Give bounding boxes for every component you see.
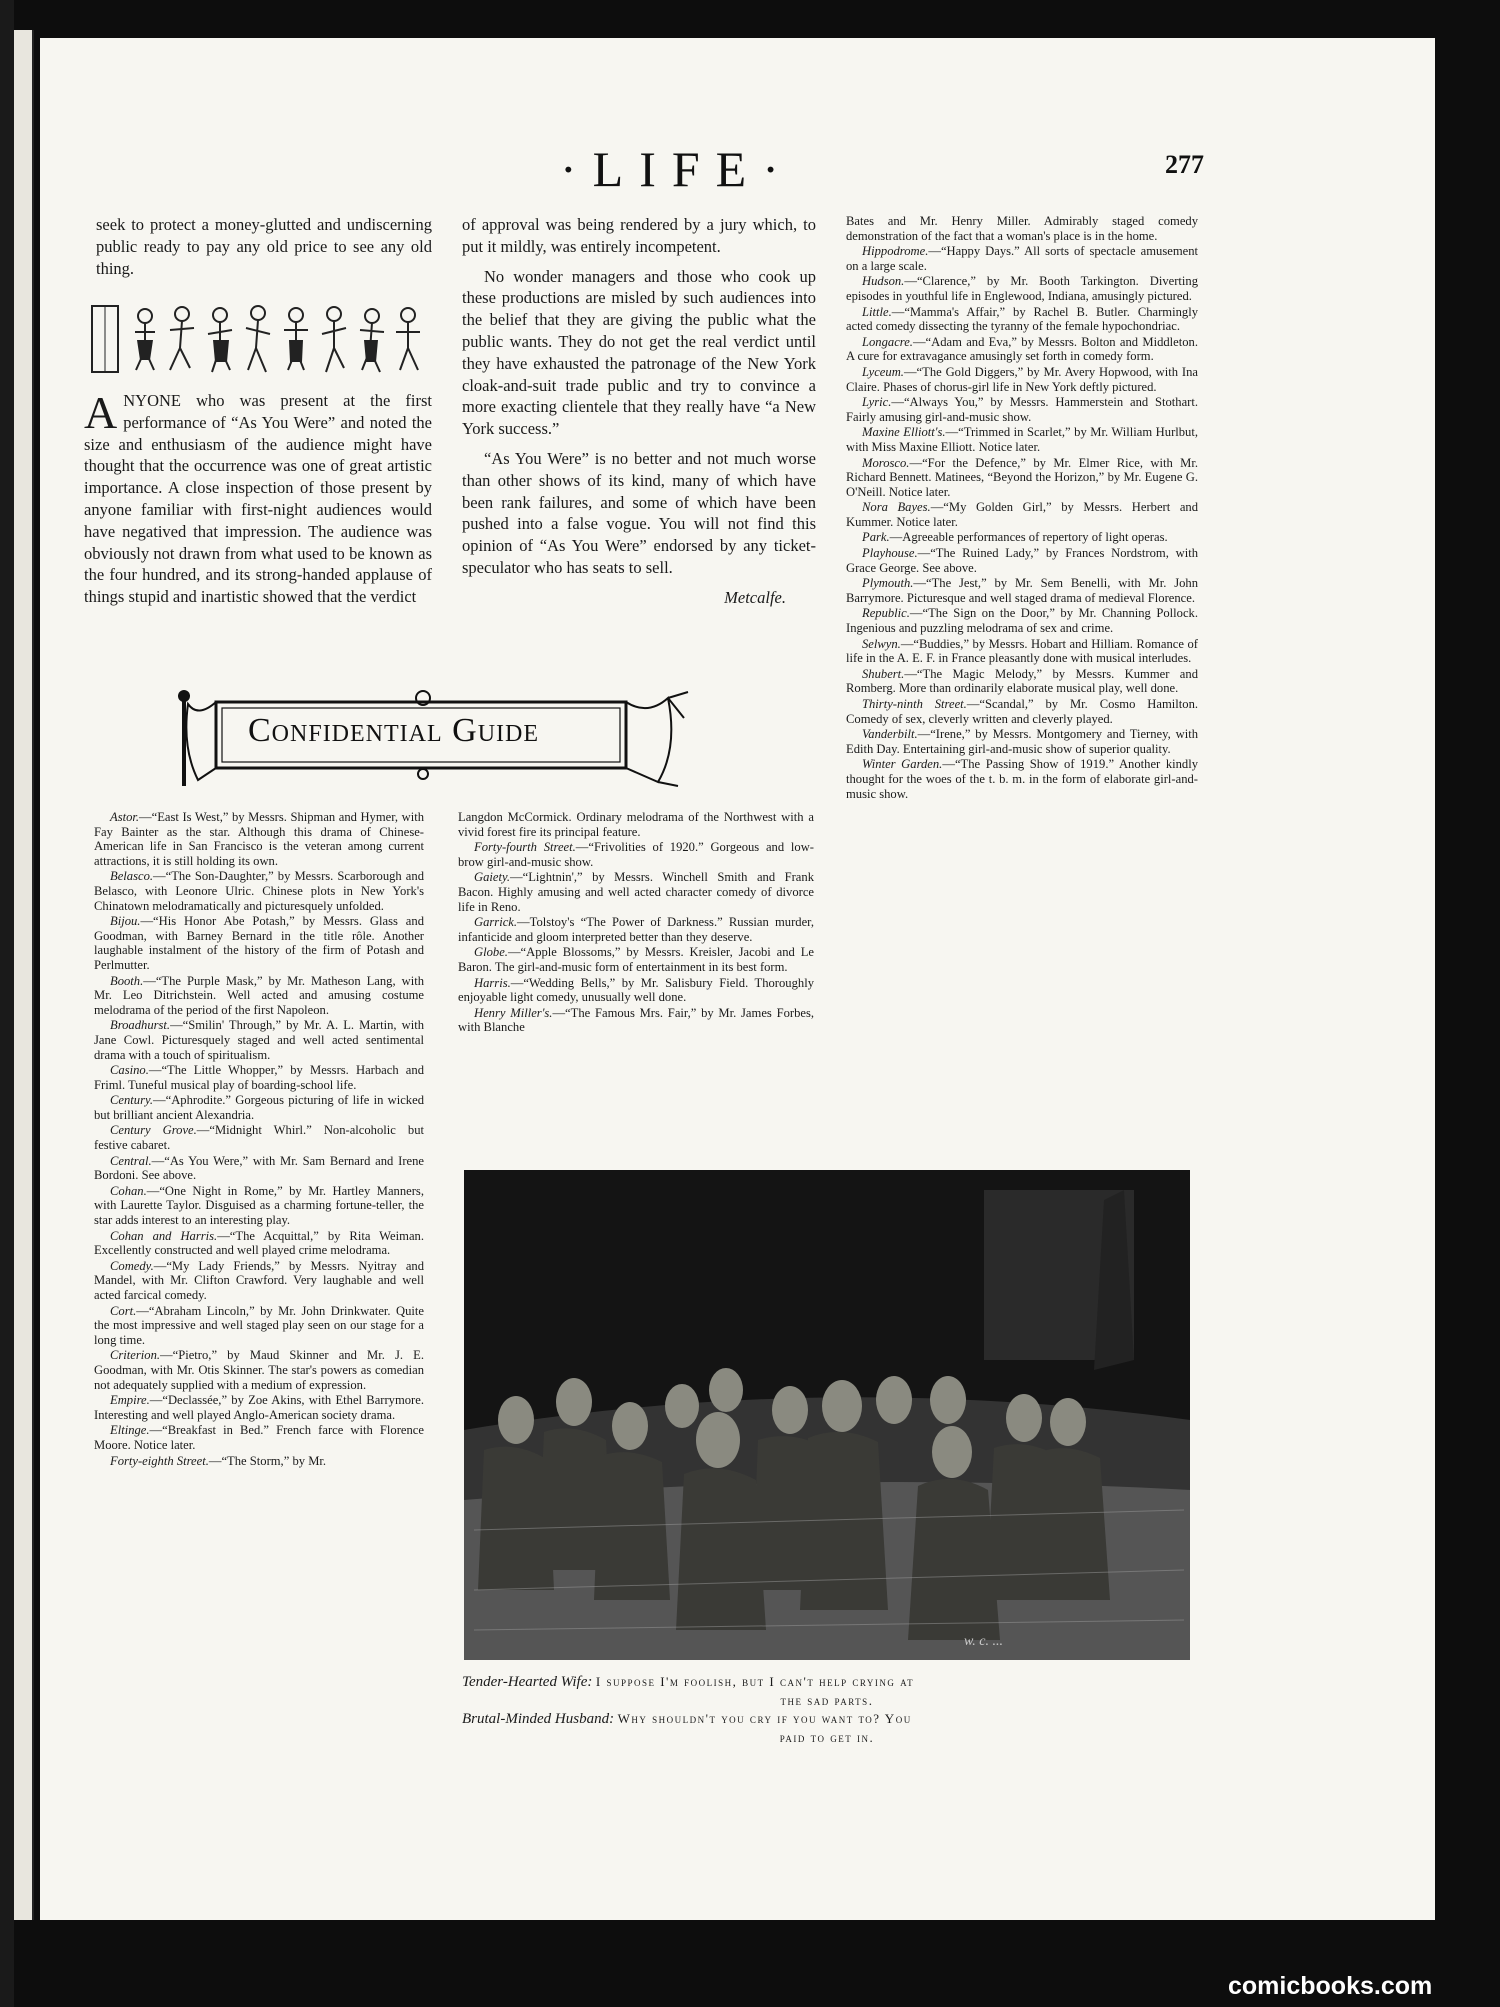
guide-entry-text: —“Wedding Bells,” by Mr. Salisbury Field. Thoroughly enjoyable light comedy, unusually well done.	[458, 975, 814, 1005]
guide-theater-name: Century.	[110, 1093, 154, 1108]
guide-entry-text: —“Declassée,” by Zoe Akins, with Ethel Barrymore. Interesting and well played Anglo-American society drama.	[94, 1393, 424, 1422]
guide-entry-text: —“His Honor Abe Potash,” by Messrs. Glass and Goodman, with Barney Bernard in the title rôle. Another laughable instalment of the history of the firm of Potash and Perlmutter.	[94, 914, 424, 972]
guide-entry	[94, 1348, 424, 1392]
col1-intro-text: seek to protect a money-glutted and undiscerning public ready to pay any old price to see any old thing.	[96, 215, 432, 278]
guide-theater-name: Casino.	[110, 1063, 149, 1078]
guide-theater-name: Park.	[862, 530, 890, 545]
guide-theater-name: Astor.	[110, 810, 140, 824]
guide-entry	[458, 870, 814, 914]
banner-title: Confidential Guide	[248, 712, 540, 749]
guide-theater-name: Hippodrome.	[862, 244, 929, 259]
review-paragraph-4: “As You Were” is no better and not much worse than other shows of its kind, many of which have been rank failures, and some of which have been pushed into a false vogue. You will not find this opinion of “As You Were” endorsed by any ticket-speculator who has seats to sell.	[462, 448, 816, 577]
guide-theater-name: Forty-fourth Street.	[474, 840, 576, 855]
guide-entry-text: —“Happy Days.” All sorts of spectacle amusement on a large scale.	[846, 244, 1198, 273]
guide-entry	[94, 1018, 424, 1062]
guide-entry-text: —“Scandal,” by Mr. Cosmo Hamilton. Comedy of sex, cleverly written and cleverly played.	[846, 697, 1199, 726]
guide-theater-name: Forty-eighth Street.	[110, 1453, 209, 1468]
review-column-2	[462, 214, 816, 609]
guide-column-1	[94, 810, 424, 1469]
guide-entry-text: —“Always You,” by Messrs. Hammerstein and Stothart. Fairly amusing girl-and-music show.	[846, 395, 1198, 424]
guide-entry	[94, 1304, 424, 1348]
guide-theater-name: Criterion.	[110, 1348, 161, 1363]
guide-entry-text: —“The Little Whopper,” by Messrs. Harbach and Friml. Tuneful musical play of boarding-school life.	[94, 1063, 424, 1092]
guide-entry-text: —“The Ruined Lady,” by Frances Nordstrom, with Grace George. See above.	[846, 546, 1198, 575]
guide-theater-name: Booth.	[110, 973, 144, 988]
guide-entry-text: —“My Golden Girl,” by Messrs. Herbert and Kummer. Notice later.	[846, 500, 1198, 529]
caption-speaker-1: Tender-Hearted Wife:	[462, 1674, 593, 1690]
guide-entry	[846, 576, 1198, 605]
guide-entry	[846, 274, 1198, 303]
guide-entry	[846, 530, 1198, 545]
guide-entry-text: —“The Sign on the Door,” by Mr. Channing Pollock. Ingenious and puzzling melodrama of sex and crime.	[846, 606, 1198, 636]
review-paragraph-1: NYONE who was present at the first performance of “As You Were” and noted the size and enthusiasm of the audience might have thought that the occurrence was one of great artistic importance. A close inspection of those present by anyone familiar with first-night audiences would have negatived that impression. The audience was obviously not drawn from what used to be known as the four hundred, and its strong-handed applause of things stupid and inartistic showed that the verdict	[84, 391, 432, 607]
guide-entry-text: —“The Jest,” by Mr. Sem Benelli, with Mr. John Barrymore. Picturesque and well staged drama of medieval Florence.	[846, 576, 1198, 605]
guide-entry	[458, 1006, 814, 1035]
guide-entry-text: —“As You Were,” with Mr. Sam Bernard and Irene Bordoni. See above.	[94, 1153, 424, 1183]
caption-line-2b: paid to get in.	[779, 1730, 875, 1745]
guide-theater-name: Little.	[862, 304, 892, 319]
guide-entry	[846, 335, 1198, 364]
guide-entry-text: —“Breakfast in Bed.” French farce with Florence Moore. Notice later.	[94, 1423, 424, 1452]
review-paragraph-3: No wonder managers and those who cook up these productions are misled by such audiences into the belief that they are giving the public what the public wants. They do not get the real verdict until they have exhausted the patronage of the New York cloak-and-suit trade public and try to convince a more exacting clientele that they really have “a New York success.”	[462, 266, 816, 439]
guide-theater-name: Vanderbilt.	[862, 727, 918, 742]
guide-entry-text: —“The Acquittal,” by Rita Weiman. Excellently constructed and well played crime melodrama.	[94, 1228, 424, 1258]
guide-entry	[846, 500, 1198, 529]
guide-theater-name: Cohan.	[110, 1183, 147, 1198]
guide-theater-name: Nora Bayes.	[862, 500, 931, 515]
guide-entry-text: —“Aphrodite.” Gorgeous picturing of life in wicked but brilliant ancient Alexandria.	[94, 1093, 424, 1122]
guide-entry-text: —“Frivolities of 1920.” Gorgeous and low-brow girl-and-music show.	[458, 840, 814, 869]
guide-entry-text: —“The Passing Show of 1919.” Another kindly thought for the woes of the t. b. m. in the form of elaborate girl-and-music show.	[846, 757, 1199, 801]
guide-entry	[94, 869, 424, 913]
guide-entry-text: —“Apple Blossoms,” by Messrs. Kreisler, Jacobi and Le Baron. The girl-and-music form of entertainment in its best form.	[458, 945, 814, 974]
guide-entry	[94, 1154, 424, 1183]
guide-entry	[846, 757, 1198, 801]
guide-theater-name: Central.	[110, 1153, 152, 1168]
guide-entry-text: —“Trimmed in Scarlet,” by Mr. William Hurlbut, with Miss Maxine Elliott. Notice later.	[846, 425, 1199, 454]
guide-entry-text: —“The Famous Mrs. Fair,” by Mr. James Forbes, with Blanche	[458, 1005, 814, 1035]
dancing-figures-illustration	[90, 300, 435, 380]
guide-theater-name: Thirty-ninth Street.	[862, 697, 967, 711]
previous-page-edge	[14, 30, 34, 1920]
guide-entry	[94, 914, 424, 972]
guide-theater-name: Belasco.	[110, 869, 154, 884]
guide-entry	[94, 1184, 424, 1228]
guide-theater-name: Republic.	[862, 606, 910, 621]
guide-entry	[94, 1259, 424, 1303]
guide-entry	[846, 305, 1198, 334]
guide-column-3	[846, 214, 1198, 802]
guide-theater-name: Empire.	[110, 1393, 150, 1408]
guide-entry-text: —“One Night in Rome,” by Mr. Hartley Manners, with Laurette Taylor. Disguised as a charming fortune-teller, the star adds interest to an interesting play.	[94, 1183, 424, 1228]
guide-entry-text: —Tolstoy's “The Power of Darkness.” Russian murder, infanticide and gloom interpreted better than they deserve.	[458, 915, 814, 944]
guide-entry	[458, 840, 814, 869]
guide-entry	[846, 546, 1198, 575]
guide-theater-name: Longacre.	[862, 334, 913, 349]
guide-theater-name: Globe.	[474, 945, 508, 960]
svg-text:w. c. ...: w. c. ...	[964, 1634, 1004, 1649]
guide-entry-text: —“East Is West,” by Messrs. Shipman and Hymer, with Fay Bainter as the star. Although this drama of Chinese-American life in San Francisco is the veteran among current attractions, it is still holding its own.	[94, 810, 424, 868]
guide-entry	[846, 697, 1198, 726]
guide-entry-text: —“My Lady Friends,” by Messrs. Nyitray and Mandel, with Mr. Clifton Crawford. Very laughable and well acted farcical comedy.	[94, 1258, 424, 1302]
page-number: 277	[1165, 150, 1204, 179]
guide-entry	[94, 1229, 424, 1258]
guide-entry-text: —“The Magic Melody,” by Messrs. Kummer and Romberg. More than ordinarily elaborate musical play, well done.	[846, 666, 1198, 696]
guide-theater-name: Playhouse.	[862, 546, 918, 561]
guide-entry-text: —Agreeable performances of repertory of light operas.	[889, 530, 1168, 545]
guide-entry	[458, 810, 814, 839]
guide-entry	[94, 1123, 424, 1152]
guide-entry-text: —“Buddies,” by Messrs. Hobart and Hilliam. Romance of life in the A. E. F. in France pleasantly done with musical interludes.	[846, 636, 1198, 666]
guide-entry	[846, 365, 1198, 394]
theater-audience-cartoon	[464, 1170, 1190, 1660]
guide-entry-text: —“For the Defence,” by Mr. Elmer Rice, with Mr. Richard Bennett. Matinees, “Beyond the Horizon,” by Mr. Eugene G. O'Neill. Notice later.	[846, 455, 1198, 499]
guide-theater-name: Comedy.	[110, 1258, 154, 1273]
guide-entry-text: —“Adam and Eva,” by Messrs. Bolton and Middleton. A cure for extravagance amusingly set forth in comedy form.	[846, 334, 1198, 364]
guide-theater-name: Lyric.	[862, 395, 892, 410]
guide-entry	[458, 945, 814, 974]
guide-theater-name: Plymouth.	[862, 576, 914, 591]
caption-line-1a: I suppose I'm foolish, but I can't help crying at	[595, 1674, 915, 1689]
guide-entry	[94, 974, 424, 1018]
guide-entry	[846, 727, 1198, 756]
guide-entry-text: —“Pietro,” by Maud Skinner and Mr. J. E. Goodman, with Mr. Otis Skinner. The star's powers as comedian not adequately supplied with a medium of expression.	[94, 1348, 424, 1392]
guide-entry-text: —“The Gold Diggers,” by Mr. Avery Hopwood, with Ina Claire. Phases of chorus-girl life in New York deftly pictured.	[846, 364, 1198, 394]
guide-entry-text: Bates and Mr. Henry Miller. Admirably staged comedy demonstration of the fact that a woman's place is in the home.	[846, 214, 1198, 243]
review-signature: Metcalfe.	[724, 587, 786, 607]
guide-entry	[846, 425, 1198, 454]
guide-entry-text: —“Clarence,” by Mr. Booth Tarkington. Diverting episodes in youthful life in Englewood, Indiana, amusingly pictured.	[846, 274, 1198, 303]
guide-theater-name: Harris.	[474, 975, 511, 990]
cartoon-caption	[462, 1673, 1192, 1747]
page-gutter	[0, 0, 14, 2007]
guide-entry	[458, 976, 814, 1005]
guide-entry-text: —“Smilin' Through,” by Mr. A. L. Martin, with Jane Cowl. Picturesquely staged and well acted sentimental drama with a touch of spiritualism.	[94, 1018, 424, 1062]
site-watermark: comicbooks.com	[1228, 1972, 1433, 2000]
guide-theater-name: Henry Miller's.	[474, 1005, 553, 1020]
guide-entry	[846, 214, 1198, 243]
guide-entry-text: —“Lightnin',” by Messrs. Winchell Smith and Frank Bacon. Highly amusing and well acted character comedy of divorce life in Reno.	[458, 870, 814, 914]
guide-theater-name: Maxine Elliott's.	[862, 425, 946, 440]
guide-theater-name: Shubert.	[862, 666, 905, 681]
guide-entry	[846, 244, 1198, 273]
masthead: ·LIFE·	[560, 141, 795, 197]
guide-entry-text: —“Mamma's Affair,” by Rachel B. Butler. Charmingly acted comedy dissecting the tyranny of the female hypochondriac.	[846, 304, 1198, 334]
guide-entry	[846, 637, 1198, 666]
guide-entry	[458, 915, 814, 944]
guide-entry-text: Langdon McCormick. Ordinary melodrama of the Northwest with a vivid forest fire its principal feature.	[458, 810, 814, 839]
guide-entry	[94, 1393, 424, 1422]
guide-entry-text: —“The Storm,” by Mr.	[208, 1453, 327, 1468]
guide-theater-name: Winter Garden.	[862, 757, 943, 772]
guide-entry	[846, 395, 1198, 424]
guide-entry-text: —“Irene,” by Messrs. Montgomery and Tierney, with Edith Day. Entertaining girl-and-music show of superior quality.	[846, 727, 1198, 756]
guide-theater-name: Cohan and Harris.	[110, 1228, 218, 1243]
guide-entry	[94, 810, 424, 868]
guide-entry-text: —“The Son-Daughter,” by Messrs. Scarborough and Belasco, with Leonore Ulric. Chinese plots in New York's Chinatown melodramatically and picturesquely unfolded.	[94, 869, 424, 913]
guide-theater-name: Cort.	[110, 1303, 137, 1318]
guide-entry-text: —“The Purple Mask,” by Mr. Matheson Lang, with Mr. Leo Ditrichstein. Well acted and amusing costume melodrama of the period of the first Napoleon.	[94, 973, 424, 1017]
guide-theater-name: Eltinge.	[110, 1423, 150, 1438]
guide-entry	[94, 1423, 424, 1452]
guide-theater-name: Gaiety.	[474, 870, 511, 885]
guide-theater-name: Broadhurst.	[110, 1018, 171, 1033]
drop-cap: A	[84, 387, 118, 438]
guide-theater-name: Bijou.	[110, 914, 141, 929]
guide-entry	[846, 667, 1198, 696]
caption-line-1b: the sad parts.	[780, 1693, 874, 1708]
guide-theater-name: Garrick.	[474, 915, 518, 930]
guide-theater-name: Lyceum.	[862, 364, 904, 379]
guide-theater-name: Selwyn.	[862, 636, 901, 651]
review-column-1	[84, 387, 432, 616]
guide-entry	[94, 1063, 424, 1092]
column-1-top	[96, 214, 432, 287]
caption-line-2a: Why shouldn't you cry if you want to? You	[617, 1711, 912, 1726]
guide-theater-name: Century Grove.	[110, 1123, 197, 1138]
guide-theater-name: Hudson.	[862, 274, 905, 289]
guide-entry	[846, 456, 1198, 500]
review-paragraph-2: of approval was being rendered by a jury which, to put it mildly, was entirely incompetent.	[462, 215, 816, 256]
guide-entry	[94, 1093, 424, 1122]
guide-entry-text: —“Midnight Whirl.” Non-alcoholic but festive cabaret.	[94, 1123, 425, 1153]
guide-entry	[846, 606, 1198, 635]
caption-speaker-2: Brutal-Minded Husband:	[462, 1711, 615, 1727]
guide-column-2	[458, 810, 814, 1036]
guide-entry	[94, 1454, 424, 1469]
guide-theater-name: Morosco.	[862, 455, 910, 470]
guide-entry-text: —“Abraham Lincoln,” by Mr. John Drinkwater. Quite the most impressive and well staged play seen on our stage for a long time.	[94, 1303, 424, 1347]
